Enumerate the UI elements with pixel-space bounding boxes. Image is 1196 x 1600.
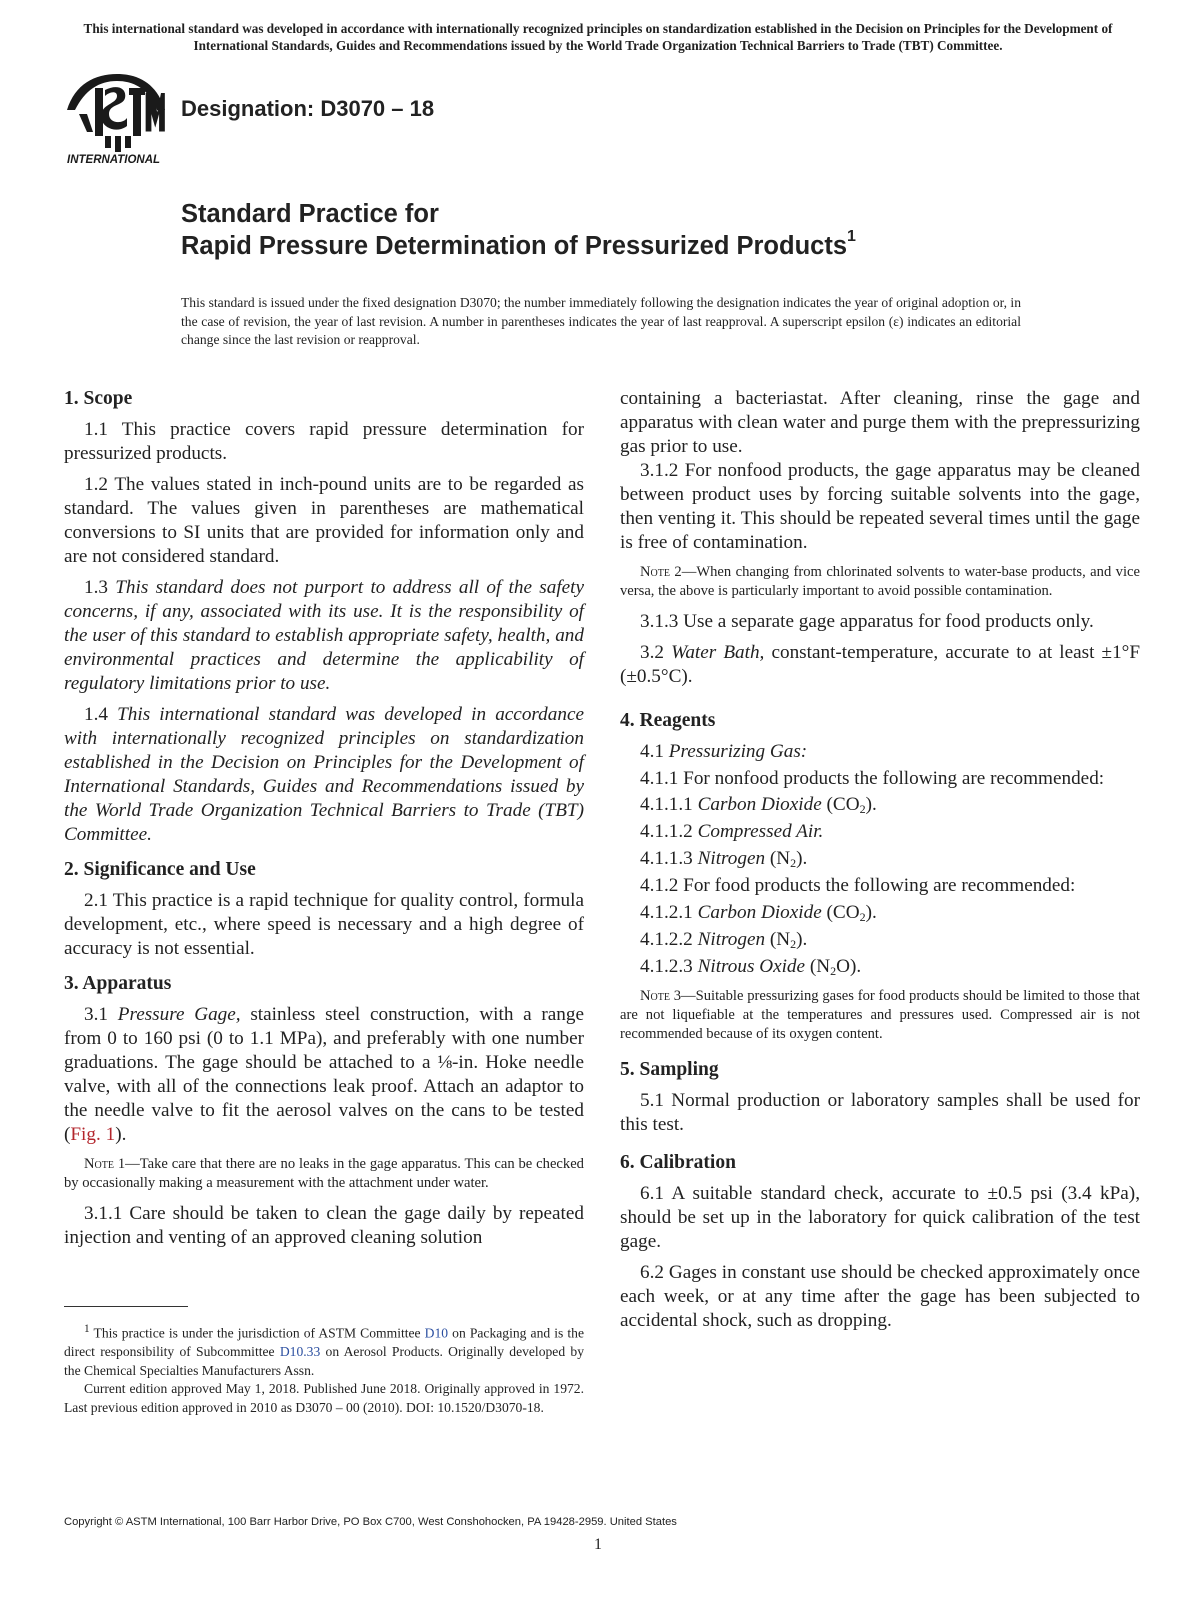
right-column <box>620 387 1140 1340</box>
footnote <box>64 1320 584 1417</box>
gas-list-item: 4.1.2.1 Carbon Dioxide $(CO_2)$. <box>640 902 877 924</box>
note-2: Note 2—When changing from chlorinated solvents to water-base products, and vice versa, the above is particularly important to avoid possible contamination. <box>620 564 1140 599</box>
gas-list-item: 4.1.2.3 Nitrous Oxide $(N_2O)$. <box>640 956 862 978</box>
paragraph-1-1: 1.1 This practice covers rapid pressure determination for pressurized products. <box>64 419 584 464</box>
paragraph-3-2: 3.2 Water Bath, constant-temperature, accurate to at least ±1°F (±0.5°C). <box>620 642 1141 687</box>
paragraph-4-1: 4.1 Pressurizing Gas: <box>640 741 808 762</box>
subcommittee-d10-33-link[interactable]: D10.33 <box>279 1344 321 1360</box>
page-number: 1 <box>594 1536 602 1553</box>
astm-logo <box>65 70 167 166</box>
designation: Designation: D3070 – 18 <box>181 96 435 121</box>
gas-list-item: 4.1.1.3 Nitrogen $(N_2)$. <box>640 848 808 870</box>
section-heading-sampling: 5. Sampling <box>620 1059 719 1080</box>
section-heading-apparatus: 3. Apparatus <box>64 973 172 994</box>
paragraph-3-1-1-continued: containing a bacteriastat. After cleaning, rinse the gage and apparatus with clean water and purge them with the prepressurizing gas prior to use. <box>620 388 1140 457</box>
paragraph-1-3: 1.3 This standard does not purport to address all of the safety concerns, if any, associated with its use. It is the responsibility of the user of this standard to establish appropriate safety, health, and environmental practices and determine the applicability of regulatory limitations prior to use. <box>64 577 585 694</box>
logo-text: INTERNATIONAL <box>67 154 161 166</box>
paragraph-3-1-2: 3.1.2 For nonfood products, the gage apparatus may be cleaned between product uses by forcing suitable solvents into the gage, then venting it. This should be repeated several times until the gage is free of contamination. <box>620 460 1140 553</box>
wto-banner: This international standard was developed in accordance with internationally recognized principles on standardization established in the Decision on Principles for the Development of International Standards, Guides and Recommendations issued by the World Trade Organization Technical Barriers to Trade (TBT) Committee. <box>83 21 1113 53</box>
copyright: Copyright © ASTM International, 100 Barr Harbor Drive, PO Box C700, West Conshohocken, PA 19428-2959. United States <box>64 1516 677 1528</box>
food-gas-list <box>620 901 1140 979</box>
footnote-edition: Current edition approved May 1, 2018. Published June 2018. Originally approved in 1972. Last previous edition approved in 2010 as D3070 – 00 (2010). DOI: 10.1520/D3070-18. <box>64 1381 584 1415</box>
paragraph-3-1-3: 3.1.3 Use a separate gage apparatus for food products only. <box>640 611 1094 632</box>
gas-list-item: 4.1.1.1 Carbon Dioxide $(CO_2)$. <box>640 794 877 816</box>
committee-d10-link[interactable]: D10 <box>424 1325 449 1341</box>
paragraph-3-1: 3.1 Pressure Gage, stainless steel construction, with a range from 0 to 160 psi (0 to 1.1 MPa), and preferably with one number graduations. The gage should be attached to a ⅛-in. Hoke needle valve, with all of the connections leak proof. Attach an adaptor to the needle valve to fit the aerosol valves on the cans to be tested (Fig. 1). <box>64 1004 585 1145</box>
paragraph-6-2: 6.2 Gages in constant use should be checked approximately once each week, or at any time after the gage has been subjected to accidental shock, such as dropping. <box>620 1262 1140 1331</box>
paragraph-1-4: 1.4 This international standard was developed in accordance with internationally recognized principles on standardization established in the Decision on Principles for the Development of International Standards, Guides and Recommendations issued by the World Trade Organization Technical Barriers to Trade (TBT) Committee. <box>64 704 584 845</box>
paragraph-4-1-2: 4.1.2 For food products the following are recommended: <box>640 875 1076 896</box>
gas-list-item: 4.1.2.2 Nitrogen $(N_2)$. <box>640 929 808 951</box>
section-heading-scope: 1. Scope <box>64 388 133 409</box>
issued-note: This standard is issued under the fixed designation D3070; the number immediately following the designation indicates the year of original adoption or, in the case of revision, the year of last revision. A number in parentheses indicates the year of last reapproval. A superscript epsilon (ε) indicates an editorial change since the last revision or reapproval. <box>181 295 1021 347</box>
title-footnote-mark: 1 <box>847 228 856 245</box>
footnote-divider <box>64 1306 188 1307</box>
paragraph-6-1: 6.1 A suitable standard check, accurate to ±0.5 psi (3.4 kPa), should be set up in the laboratory for quick calibration of the test gage. <box>620 1183 1140 1252</box>
title-line-2: Rapid Pressure Determination of Pressurized Products$^1$ <box>181 228 856 260</box>
section-heading-calibration: 6. Calibration <box>620 1152 736 1173</box>
nonfood-gas-list <box>620 793 1140 871</box>
paragraph-2-1: 2.1 This practice is a rapid technique for quality control, formula development, etc., where speed is necessary and a high degree of accuracy is not essential. <box>64 890 584 959</box>
footnote-text: $^1$ This practice is under the jurisdiction of ASTM Committee D10 on Packaging and is the direct responsibility of Subcommittee D10.33 on Aerosol Products. Originally developed by the Chemical Specialties Manufacturers Assn. <box>64 1323 584 1378</box>
note-3: Note 3—Suitable pressurizing gases for food products should be limited to those that are not liquefiable at the temperatures and pressures used. Compressed air is not recommended because of its oxygen content. <box>620 988 1140 1042</box>
note-1: Note 1—Take care that there are no leaks in the gage apparatus. This can be checked by occasionally making a measurement with the attachment under water. <box>64 1156 584 1191</box>
paragraph-1-2: 1.2 The values stated in inch-pound units are to be regarded as standard. The values given in parentheses are mathematical conversions to SI units that are provided for information only and are not considered standard. <box>64 474 584 567</box>
document-title <box>181 198 856 262</box>
paragraph-5-1: 5.1 Normal production or laboratory samples shall be used for this test. <box>620 1090 1140 1135</box>
paragraph-4-1-1: 4.1.1 For nonfood products the following are recommended: <box>640 768 1105 789</box>
fig-1-link[interactable]: Fig. 1 <box>70 1124 116 1145</box>
section-heading-significance: 2. Significance and Use <box>64 859 256 880</box>
gas-list-item: 4.1.1.2 Compressed Air. <box>640 821 824 842</box>
title-line-1: Standard Practice for <box>181 200 439 228</box>
left-column <box>64 387 584 1250</box>
paragraph-3-1-1: 3.1.1 Care should be taken to clean the gage daily by repeated injection and venting of an approved cleaning solution <box>64 1203 584 1248</box>
section-heading-reagents: 4. Reagents <box>620 710 716 731</box>
